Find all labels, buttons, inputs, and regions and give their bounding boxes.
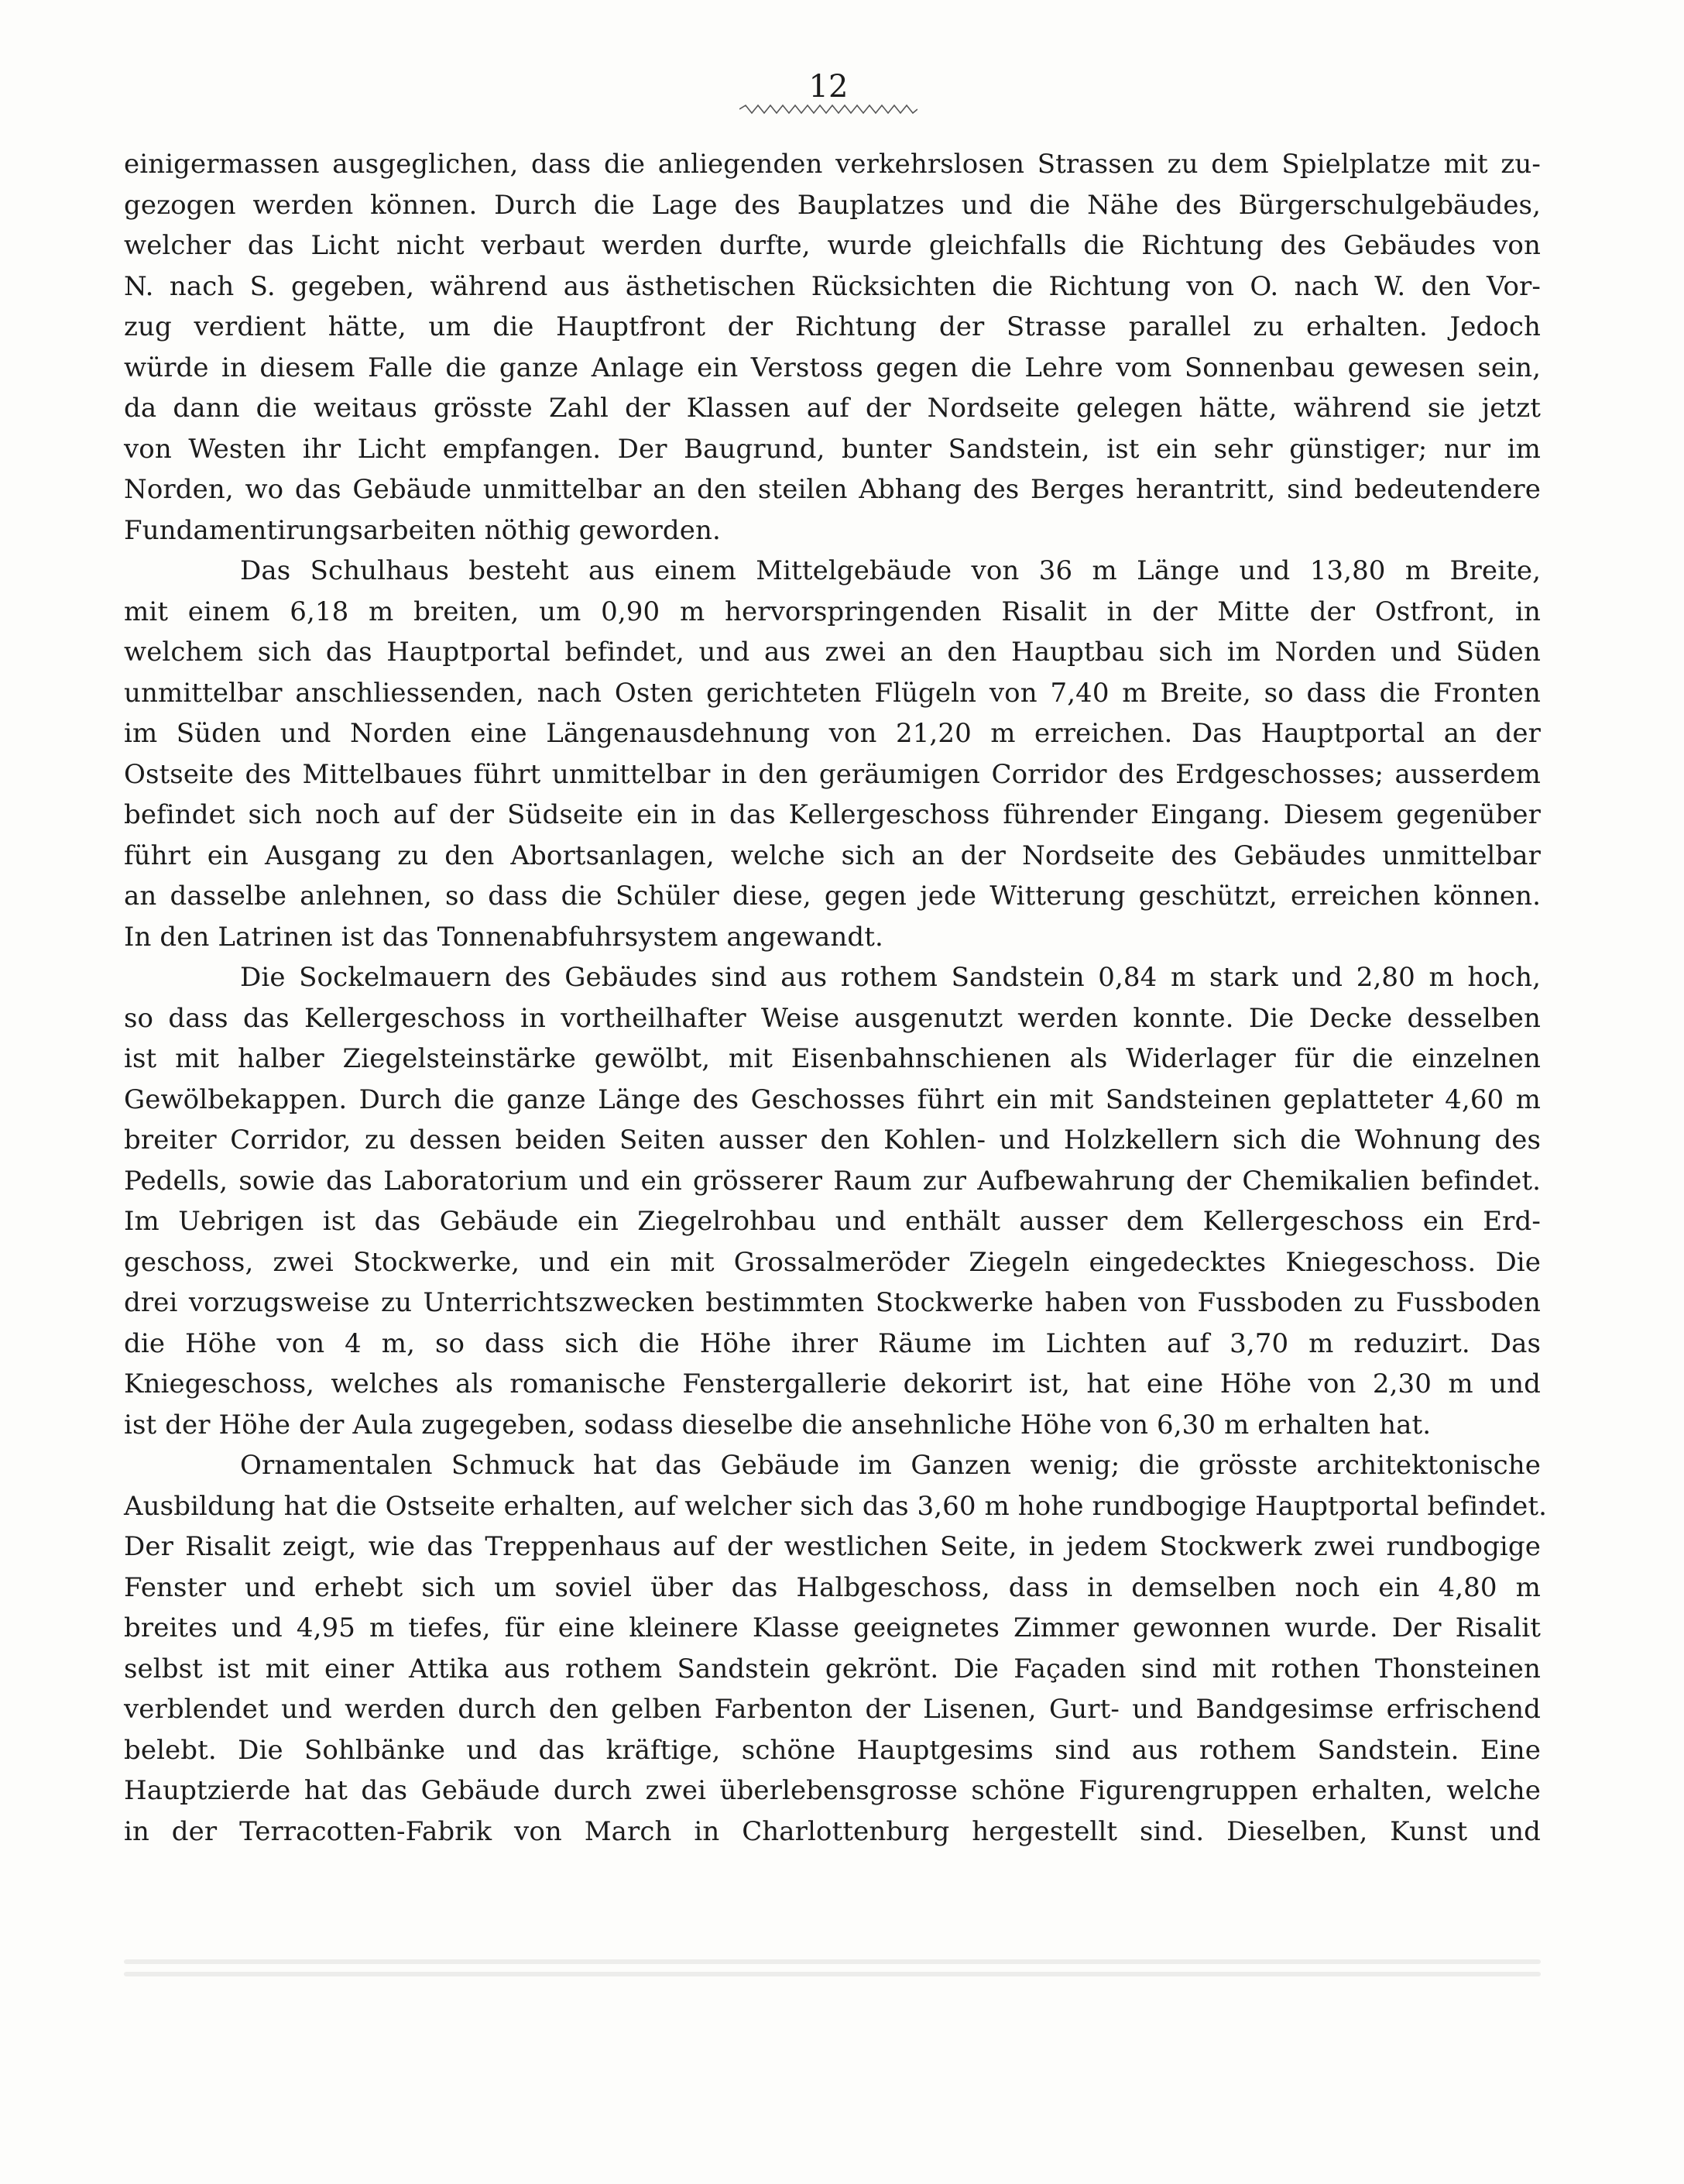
text-line: würde in diesem Falle die ganze Anlage ein Verstoss gegen die Lehre vom Sonnenbau gewesen sein, (124, 352, 1541, 383)
text-line: Ausbildung hat die Ostseite erhalten, auf welcher sich das 3,60 m hohe rundbogige Hauptportal befindet. (124, 1490, 1547, 1522)
text-line: ist mit halber Ziegelsteinstärke gewölbt, mit Eisenbahnschienen als Widerlager für die einzelnen (124, 1043, 1541, 1074)
text-line: zug verdient hätte, um die Hauptfront der Richtung der Strasse parallel zu erhalten. Jedoch (124, 311, 1541, 342)
text-line: unmittelbar anschliessenden, nach Osten gerichteten Flügeln von 7,40 m Breite, so dass die Fronten (124, 677, 1541, 709)
paragraph-first-line: Das Schulhaus besteht aus einem Mittelgebäude von 36 m Länge und 13,80 m Breite, (240, 555, 1541, 586)
text-line: Fundamentirungsarbeiten nöthig geworden. (124, 514, 721, 546)
text-line: Kniegeschoss, welches als romanische Fenstergallerie dekorirt ist, hat eine Höhe von 2,30 m und (124, 1368, 1541, 1399)
text-line: Der Risalit zeigt, wie das Treppenhaus auf der westlichen Seite, in jedem Stockwerk zwei rundbogige (124, 1531, 1541, 1562)
text-line: in der Terracotten-Fabrik von March in Charlottenburg hergestellt sind. Dieselben, Kunst und (124, 1815, 1541, 1847)
text-line: die Höhe von 4 m, so dass sich die Höhe ihrer Räume im Lichten auf 3,70 m reduzirt. Das (124, 1327, 1541, 1359)
text-line: drei vorzugsweise zu Unterrichtszwecken bestimmten Stockwerke haben von Fussboden zu Fussboden (124, 1287, 1541, 1318)
body-text (124, 144, 1547, 1852)
paragraph-first-line: Die Sockelmauern des Gebäudes sind aus rothem Sandstein 0,84 m stark und 2,80 m hoch, (240, 962, 1541, 993)
show-through-bleed (124, 1952, 1541, 1983)
text-line: selbst ist mit einer Attika aus rothem Sandstein gekrönt. Die Façaden sind mit rothen Thonsteinen (124, 1653, 1541, 1684)
text-line: Fenster und erhebt sich um soviel über das Halbgeschoss, dass in demselben noch ein 4,80 m (124, 1571, 1541, 1603)
text-line: im Süden und Norden eine Längenausdehnung von 21,20 m erreichen. Das Hauptportal an der (124, 718, 1541, 749)
text-line: ist der Höhe der Aula zugegeben, sodass dieselbe die ansehnliche Höhe von 6,30 m erhalten hat. (124, 1409, 1432, 1441)
text-line: Norden, wo das Gebäude unmittelbar an den steilen Abhang des Berges herantritt, sind bedeutendere (124, 474, 1541, 505)
bleed-stroke (124, 1959, 1541, 1964)
text-line: welcher das Licht nicht verbaut werden durfte, wurde gleichfalls die Richtung des Gebäudes von (124, 230, 1541, 261)
text-line: breites und 4,95 m tiefes, für eine kleinere Klasse geeignetes Zimmer gewonnen wurde. Der Risalit (124, 1612, 1541, 1643)
text-line: gezogen werden können. Durch die Lage des Bauplatzes und die Nähe des Bürgerschulgebäudes, (124, 189, 1541, 221)
text-line: so dass das Kellergeschoss in vortheilhafter Weise ausgenutzt werden konnte. Die Decke desselben (124, 1002, 1541, 1034)
page-number: 12 (808, 69, 849, 105)
text-line: Im Uebrigen ist das Gebäude ein Ziegelrohbau und enthält ausser dem Kellergeschoss ein Erd- (124, 1206, 1541, 1237)
text-line: In den Latrinen ist das Tonnenabfuhrsystem angewandt. (124, 921, 883, 953)
text-line: Pedells, sowie das Laboratorium und ein grösserer Raum zur Aufbewahrung der Chemikalien befindet. (124, 1165, 1541, 1197)
text-line: führt ein Ausgang zu den Abortsanlagen, welche sich an der Nordseite des Gebäudes unmittelbar (124, 840, 1541, 871)
text-line: mit einem 6,18 m breiten, um 0,90 m hervorspringenden Risalit in der Mitte der Ostfront, in (124, 596, 1541, 627)
text-line: befindet sich noch auf der Südseite ein in das Kellergeschoss führender Eingang. Diesem gegenüber (124, 799, 1541, 830)
text-line: breiter Corridor, zu dessen beiden Seiten ausser den Kohlen- und Holzkellern sich die Wohnung des (124, 1125, 1541, 1156)
text-line: da dann die weitaus grösste Zahl der Klassen auf der Nordseite gelegen hätte, während sie jetzt (124, 393, 1541, 424)
paragraph-first-line: Ornamentalen Schmuck hat das Gebäude im Ganzen wenig; die grösste architektonische (240, 1450, 1541, 1481)
bleed-stroke (124, 1972, 1541, 1976)
text-line: an dasselbe anlehnen, so dass die Schüler diese, gegen jede Witterung geschützt, erreichen können. (124, 881, 1541, 912)
text-line: belebt. Die Sohlbänke und das kräftige, schöne Hauptgesims sind aus rothem Sandstein. Eine (124, 1734, 1541, 1766)
text-line: von Westen ihr Licht empfangen. Der Baugrund, bunter Sandstein, ist ein sehr günstiger; nur im (124, 433, 1541, 465)
text-line: Ostseite des Mittelbaues führt unmittelbar in den geräumigen Corridor des Erdgeschosses; ausserdem (124, 758, 1541, 790)
text-line: geschoss, zwei Stockwerke, und ein mit Grossalmeröder Ziegeln eingedecktes Kniegeschoss. Die (124, 1246, 1541, 1278)
wavy-rule-ornament (739, 104, 917, 115)
text-line: Gewölbekappen. Durch die ganze Länge des Geschosses führt ein mit Sandsteinen geplatteter 4,60 m (124, 1083, 1541, 1115)
text-line: N. nach S. gegeben, während aus ästhetischen Rücksichten die Richtung von O. nach W. den Vor- (124, 270, 1541, 302)
text-line: welchem sich das Hauptportal befindet, und aus zwei an den Hauptbau sich im Norden und Süden (124, 637, 1541, 668)
text-line: einigermassen ausgeglichen, dass die anliegenden verkehrslosen Strassen zu dem Spielplatze mit zu- (124, 149, 1541, 180)
text-line: verblendet und werden durch den gelben Farbenton der Lisenen, Gurt- und Bandgesimse erfrischend (124, 1694, 1541, 1725)
text-line: Hauptzierde hat das Gebäude durch zwei überlebensgrosse schöne Figurengruppen erhalten, welche (124, 1775, 1541, 1806)
